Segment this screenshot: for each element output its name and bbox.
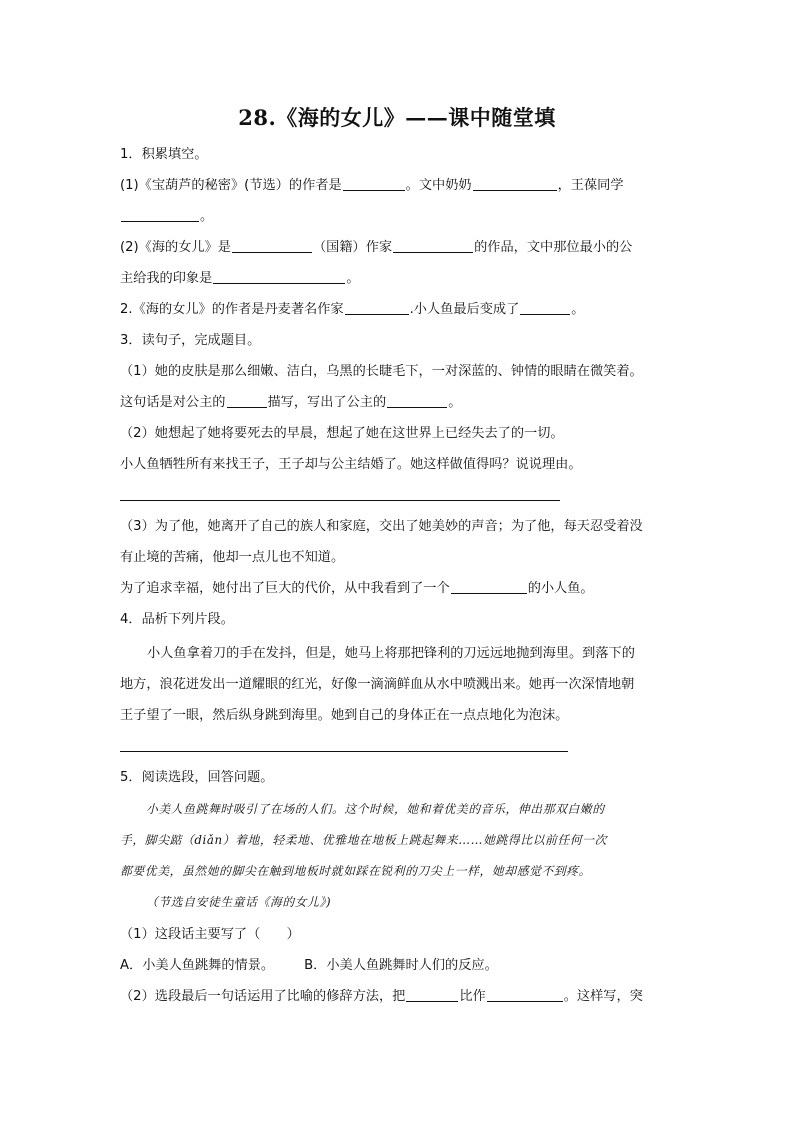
q5-options xyxy=(120,956,680,976)
q4-passage-line1: 小人鱼拿着刀的手在发抖，但是，她马上将那把锋利的刀远远地抛到海里。到落下的 xyxy=(147,646,635,661)
answer-blank[interactable] xyxy=(227,393,267,408)
q5-sub1: （1）这段话主要写了（ ） xyxy=(120,927,300,942)
answer-blank[interactable] xyxy=(213,269,345,284)
answer-blank[interactable] xyxy=(345,300,409,315)
text: 的作品，文中那位最小的公 xyxy=(474,240,633,255)
q5-heading: 5．阅读选段，回答问题。 xyxy=(120,770,274,785)
text: 。文中奶奶 xyxy=(405,178,472,193)
text: ，王葆同学 xyxy=(557,178,624,193)
answer-blank[interactable] xyxy=(393,238,473,253)
text: .小人鱼最后变成了 xyxy=(409,302,520,317)
text: 主给我的印象是 xyxy=(120,271,213,286)
answer-blank[interactable] xyxy=(451,579,527,594)
answer-blank[interactable] xyxy=(121,207,199,222)
q3-heading: 3．读句子，完成题目。 xyxy=(120,333,261,348)
q4-passage-line3: 王子望了一眼，然后纵身跳到海里。她到自己的身体正在一点点地化为泡沫。 xyxy=(120,708,569,723)
text: (1)《宝葫芦的秘密》(节选）的作者是 xyxy=(120,178,342,193)
q3-sentence3-line2: 有止境的苦痛，他却一点儿也不知道。 xyxy=(120,550,345,565)
answer-blank[interactable] xyxy=(473,176,557,191)
q5-sub2 xyxy=(120,987,680,1007)
text: （2）选段最后一句话运用了比喻的修辞方法，把 xyxy=(120,989,406,1004)
q5-passage-line2: 手，脚尖踮（diǎn）着地，轻柔地、优雅地在地板上跳起舞来……她跳得比以前任何一次 xyxy=(120,833,608,847)
text: 。 xyxy=(571,302,585,317)
q3-question2: 小人鱼牺牲所有来找王子，王子却与公主结婚了。她这样做值得吗？说说理由。 xyxy=(120,457,582,472)
q5-source: （节选自安徒生童话《海的女儿》) xyxy=(146,895,332,909)
q3-sentence1: （1）她的皮肤是那么细嫩、洁白，乌黑的长睫毛下，一对深蓝的、钟情的眼睛在微笑着。 xyxy=(120,364,643,379)
text: 的小人鱼。 xyxy=(527,581,594,596)
answer-blank[interactable] xyxy=(406,987,458,1002)
answer-blank[interactable] xyxy=(343,176,405,191)
answer-blank[interactable] xyxy=(387,393,447,408)
q4-passage-line2: 地方，浪花迸发出一道耀眼的红光，好像一滴滴鲜血从水中喷溅出来。她再一次深情地朝 xyxy=(120,677,635,692)
option-b[interactable]: B．小美人鱼跳舞时人们的反应。 xyxy=(304,958,498,973)
answer-blank[interactable] xyxy=(232,238,312,253)
q1-heading: 1．积累填空。 xyxy=(120,147,208,162)
q4-heading: 4．品析下列片段。 xyxy=(120,612,234,627)
q1-part2-line1 xyxy=(120,238,680,258)
option-a[interactable]: A．小美人鱼跳舞的情景。 xyxy=(120,958,275,973)
q5-passage-line1: 小美人鱼跳舞时吸引了在场的人们。这个时候，她和着优美的音乐，伸出那双白嫩的 xyxy=(146,802,605,816)
text: （国籍）作家 xyxy=(313,240,393,255)
text: 这句话是对公主的 xyxy=(120,395,226,410)
text: (2)《海的女儿》是 xyxy=(120,240,231,255)
answer-blank[interactable] xyxy=(520,300,570,315)
text: 。 xyxy=(346,271,360,286)
q1-part1-line2 xyxy=(120,207,680,227)
q3-sentence2: （2）她想起了她将要死去的早晨，想起了她在这世界上已经失去了的一切。 xyxy=(120,426,564,441)
answer-line[interactable] xyxy=(120,751,568,752)
q2-line xyxy=(120,300,680,320)
q3-sentence3-line1: （3）为了他，她离开了自己的族人和家庭，交出了她美妙的声音；为了他，每天忍受着没 xyxy=(120,519,643,534)
text: 。 xyxy=(200,209,214,224)
text: 。 xyxy=(448,395,462,410)
text: 。这样写，突 xyxy=(563,989,643,1004)
answer-blank[interactable] xyxy=(487,987,563,1002)
text: 2.《海的女儿》的作者是丹麦著名作家 xyxy=(120,302,344,317)
text: 比作 xyxy=(459,989,486,1004)
text: 为了追求幸福，她付出了巨大的代价，从中我看到了一个 xyxy=(120,581,450,596)
q1-part2-line2 xyxy=(120,269,680,289)
q5-passage-line3: 都要优美，虽然她的脚尖在触到地板时就如踩在锐利的刀尖上一样，她却感觉不到疼。 xyxy=(120,864,592,878)
q3-question3 xyxy=(120,579,680,599)
q3-question1 xyxy=(120,393,680,413)
text: 描写，写出了公主的 xyxy=(267,395,387,410)
q1-part1-line1 xyxy=(120,176,680,196)
page-title: 28.《海的女儿》——课中随堂填 xyxy=(238,105,556,130)
answer-line[interactable] xyxy=(120,500,560,501)
